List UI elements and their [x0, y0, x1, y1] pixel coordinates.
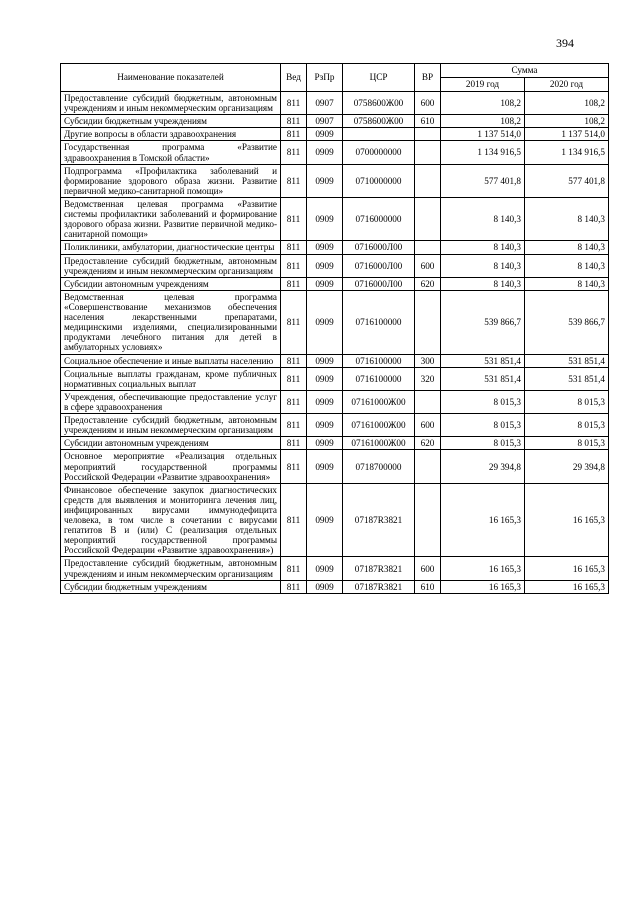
cell-ved: 811: [281, 414, 307, 437]
cell-name: Основное мероприятие «Реализация отдельных мероприятий государственной программы Российской Федерации «Развитие здравоохранения»: [61, 450, 281, 483]
cell-y2020: 8 140,3: [525, 197, 609, 240]
cell-ved: 811: [281, 254, 307, 277]
header-csr: ЦСР: [343, 64, 415, 92]
cell-name: Другие вопросы в области здравоохранения: [61, 128, 281, 141]
cell-ved: 811: [281, 390, 307, 413]
cell-y2020: 8 015,3: [525, 414, 609, 437]
cell-ved: 811: [281, 580, 307, 593]
table-row: [61, 290, 609, 354]
cell-y2020: 16 165,3: [525, 557, 609, 580]
cell-rzpr: 0907: [307, 115, 343, 128]
cell-vr: 600: [415, 254, 441, 277]
cell-y2019: 8 140,3: [441, 254, 525, 277]
cell-vr: [415, 290, 441, 354]
cell-rzpr: 0909: [307, 414, 343, 437]
cell-y2020: 1 137 514,0: [525, 128, 609, 141]
cell-y2020: 1 134 916,5: [525, 141, 609, 164]
cell-csr: 07161000Ж00: [343, 437, 415, 450]
cell-name: Предоставление субсидий бюджетным, автономным учреждениям и иным некоммерческим организациям: [61, 92, 281, 115]
cell-rzpr: 0907: [307, 92, 343, 115]
cell-vr: [415, 197, 441, 240]
cell-ved: 811: [281, 164, 307, 197]
cell-csr: 07187R3821: [343, 557, 415, 580]
cell-name: Субсидии бюджетным учреждениям: [61, 580, 281, 593]
cell-ved: 811: [281, 128, 307, 141]
cell-ved: 811: [281, 483, 307, 557]
cell-vr: 620: [415, 277, 441, 290]
table-row: [61, 128, 609, 141]
header-ved: Вед: [281, 64, 307, 92]
cell-y2019: 108,2: [441, 115, 525, 128]
cell-rzpr: 0909: [307, 437, 343, 450]
cell-csr: 07161000Ж00: [343, 390, 415, 413]
cell-y2019: 8 015,3: [441, 390, 525, 413]
cell-y2019: 8 140,3: [441, 277, 525, 290]
cell-ved: 811: [281, 241, 307, 254]
header-year-2019: 2019 год: [441, 78, 525, 92]
cell-vr: 600: [415, 557, 441, 580]
cell-csr: 0710000000: [343, 164, 415, 197]
cell-y2019: 16 165,3: [441, 557, 525, 580]
table-row: [61, 197, 609, 240]
table-row: [61, 483, 609, 557]
cell-vr: 300: [415, 354, 441, 367]
cell-vr: [415, 450, 441, 483]
cell-y2019: 1 134 916,5: [441, 141, 525, 164]
cell-vr: 320: [415, 367, 441, 390]
cell-csr: 07161000Ж00: [343, 414, 415, 437]
cell-y2020: 8 015,3: [525, 390, 609, 413]
cell-name: Предоставление субсидий бюджетным, автономным учреждениям и иным некоммерческим организациям: [61, 557, 281, 580]
cell-name: Субсидии автономным учреждениям: [61, 437, 281, 450]
cell-y2020: 16 165,3: [525, 483, 609, 557]
cell-y2020: 16 165,3: [525, 580, 609, 593]
table-row: [61, 164, 609, 197]
table-row: [61, 414, 609, 437]
page-number: 394: [556, 36, 574, 50]
cell-rzpr: 0909: [307, 390, 343, 413]
cell-y2019: 539 866,7: [441, 290, 525, 354]
cell-ved: 811: [281, 450, 307, 483]
cell-rzpr: 0909: [307, 141, 343, 164]
cell-name: Предоставление субсидий бюджетным, автономным учреждениям и иным некоммерческим организациям: [61, 414, 281, 437]
cell-vr: 610: [415, 580, 441, 593]
cell-name: Ведомственная целевая программа «Развитие системы профилактики заболеваний и формирование здорового образа жизни. Развитие первичной медико-санитарной помощи»: [61, 197, 281, 240]
table-row: [61, 354, 609, 367]
cell-csr: 0758600Ж00: [343, 115, 415, 128]
cell-y2019: 108,2: [441, 92, 525, 115]
cell-y2020: 108,2: [525, 92, 609, 115]
cell-vr: [415, 164, 441, 197]
header-name: Наименование показателей: [61, 64, 281, 92]
cell-rzpr: 0909: [307, 241, 343, 254]
cell-y2019: 8 140,3: [441, 197, 525, 240]
cell-name: Предоставление субсидий бюджетным, автономным учреждениям и иным некоммерческим организациям: [61, 254, 281, 277]
cell-vr: [415, 241, 441, 254]
cell-ved: 811: [281, 115, 307, 128]
header-year-2020: 2020 год: [525, 78, 609, 92]
cell-rzpr: 0909: [307, 164, 343, 197]
cell-name: Финансовое обеспечение закупок диагностических средств для выявления и мониторинга лечения лиц, инфицированных вирусами иммунодефицита человека, в том числе в сочетании с вирусами гепатитов В и (или) С (реализация отдельных мероприятий государственной программы Российской Федерации «Развитие здравоохранения»): [61, 483, 281, 557]
cell-csr: 0716100000: [343, 354, 415, 367]
cell-csr: 07187R3821: [343, 580, 415, 593]
cell-y2020: 29 394,8: [525, 450, 609, 483]
cell-csr: 0716000Л00: [343, 277, 415, 290]
cell-csr: 0716000Л00: [343, 241, 415, 254]
table-row: [61, 92, 609, 115]
table-row: [61, 557, 609, 580]
cell-y2019: 1 137 514,0: [441, 128, 525, 141]
cell-vr: [415, 390, 441, 413]
cell-vr: 610: [415, 115, 441, 128]
header-row: [61, 64, 609, 78]
cell-name: Поликлиники, амбулатории, диагностические центры: [61, 241, 281, 254]
cell-csr: 0716100000: [343, 367, 415, 390]
cell-y2019: 531 851,4: [441, 367, 525, 390]
cell-rzpr: 0909: [307, 367, 343, 390]
cell-y2019: 16 165,3: [441, 580, 525, 593]
cell-ved: 811: [281, 290, 307, 354]
budget-table: [60, 63, 609, 594]
cell-y2020: 531 851,4: [525, 367, 609, 390]
table-body: [61, 92, 609, 594]
cell-name: Социальные выплаты гражданам, кроме публичных нормативных социальных выплат: [61, 367, 281, 390]
cell-rzpr: 0909: [307, 254, 343, 277]
cell-ved: 811: [281, 141, 307, 164]
cell-ved: 811: [281, 277, 307, 290]
cell-vr: 600: [415, 414, 441, 437]
cell-y2020: 531 851,4: [525, 354, 609, 367]
table-row: [61, 437, 609, 450]
table-row: [61, 367, 609, 390]
cell-y2020: 8 140,3: [525, 277, 609, 290]
cell-csr: 0700000000: [343, 141, 415, 164]
cell-name: Субсидии бюджетным учреждениям: [61, 115, 281, 128]
cell-vr: 600: [415, 92, 441, 115]
cell-csr: 0716000Л00: [343, 254, 415, 277]
cell-y2020: 8 015,3: [525, 437, 609, 450]
cell-name: Учреждения, обеспечивающие предоставление услуг в сфере здравоохранения: [61, 390, 281, 413]
cell-rzpr: 0909: [307, 483, 343, 557]
cell-name: Социальное обеспечение и иные выплаты населению: [61, 354, 281, 367]
cell-rzpr: 0909: [307, 354, 343, 367]
cell-y2020: 8 140,3: [525, 241, 609, 254]
table-row: [61, 450, 609, 483]
cell-csr: [343, 128, 415, 141]
table-row: [61, 141, 609, 164]
header-rzpr: РзПр: [307, 64, 343, 92]
cell-y2019: 29 394,8: [441, 450, 525, 483]
cell-y2020: 8 140,3: [525, 254, 609, 277]
cell-rzpr: 0909: [307, 290, 343, 354]
cell-rzpr: 0909: [307, 197, 343, 240]
cell-y2020: 108,2: [525, 115, 609, 128]
cell-rzpr: 0909: [307, 128, 343, 141]
cell-vr: [415, 141, 441, 164]
cell-name: Подпрограмма «Профилактика заболеваний и формирование здорового образа жизни. Развитие первичной медико-санитарной помощи»: [61, 164, 281, 197]
cell-y2020: 539 866,7: [525, 290, 609, 354]
cell-name: Субсидии автономным учреждениям: [61, 277, 281, 290]
cell-csr: 0716000000: [343, 197, 415, 240]
cell-rzpr: 0909: [307, 580, 343, 593]
cell-y2019: 8 140,3: [441, 241, 525, 254]
cell-ved: 811: [281, 92, 307, 115]
cell-ved: 811: [281, 557, 307, 580]
cell-ved: 811: [281, 197, 307, 240]
cell-y2020: 577 401,8: [525, 164, 609, 197]
table-row: [61, 580, 609, 593]
cell-y2019: 8 015,3: [441, 414, 525, 437]
cell-vr: [415, 483, 441, 557]
cell-y2019: 531 851,4: [441, 354, 525, 367]
cell-y2019: 8 015,3: [441, 437, 525, 450]
cell-ved: 811: [281, 437, 307, 450]
cell-rzpr: 0909: [307, 277, 343, 290]
table-row: [61, 254, 609, 277]
header-vr: ВР: [415, 64, 441, 92]
table-row: [61, 115, 609, 128]
cell-ved: 811: [281, 367, 307, 390]
cell-y2019: 577 401,8: [441, 164, 525, 197]
table-row: [61, 390, 609, 413]
cell-y2019: 16 165,3: [441, 483, 525, 557]
cell-name: Ведомственная целевая программа «Совершенствование механизмов обеспечения населения лекарственными препаратами, медицинскими изделиями, специализированными продуктами лечебного питания для детей в амбулаторных условиях»: [61, 290, 281, 354]
cell-name: Государственная программа «Развитие здравоохранения в Томской области»: [61, 141, 281, 164]
cell-vr: 620: [415, 437, 441, 450]
cell-csr: 0758600Ж00: [343, 92, 415, 115]
cell-rzpr: 0909: [307, 450, 343, 483]
cell-csr: 0718700000: [343, 450, 415, 483]
cell-ved: 811: [281, 354, 307, 367]
cell-vr: [415, 128, 441, 141]
cell-csr: 0716100000: [343, 290, 415, 354]
table-row: [61, 277, 609, 290]
cell-csr: 07187R3821: [343, 483, 415, 557]
cell-rzpr: 0909: [307, 557, 343, 580]
header-sum: Сумма: [441, 64, 609, 78]
table-row: [61, 241, 609, 254]
